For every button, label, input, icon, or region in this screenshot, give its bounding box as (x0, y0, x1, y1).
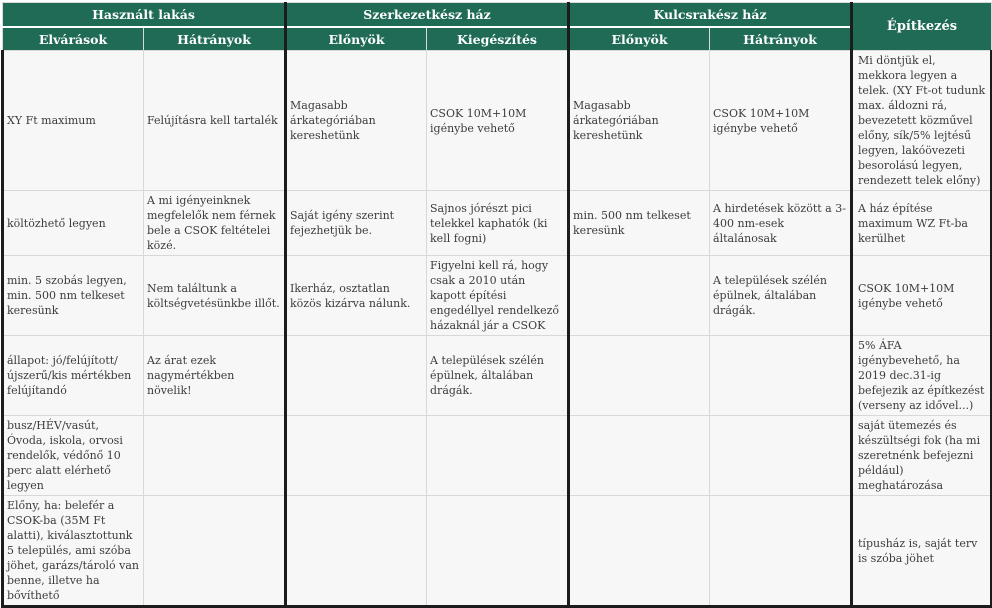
header-hatranyok-1: Hátrányok (144, 27, 286, 51)
header-hasznalt-lakas: Használt lakás (3, 3, 286, 28)
table-row (3, 496, 992, 607)
header-elonyok-1: Előnyök (286, 27, 427, 51)
header-szerkezetkesz-haz: Szerkezetkész ház (286, 3, 569, 28)
table-cell: A települések szélén épülnek, általában drágák. (710, 256, 852, 336)
table-cell: busz/HÉV/vasút, Óvoda, iskola, orvosi rendelők, védőnő 10 perc alatt elérhető legyen (3, 416, 144, 496)
table-row (3, 51, 992, 191)
table-cell (710, 496, 852, 607)
table-cell (427, 416, 569, 496)
table-cell (144, 416, 286, 496)
table-cell (569, 416, 710, 496)
table-cell (286, 336, 427, 416)
header-group-row (3, 3, 992, 28)
table-cell: költözhető legyen (3, 191, 144, 256)
header-epitkezes: Építkezés (852, 3, 992, 51)
table-cell (569, 496, 710, 607)
table-cell: Felújításra kell tartalék (144, 51, 286, 191)
table-cell (427, 496, 569, 607)
table-cell: min. 500 nm telkeset keresünk (569, 191, 710, 256)
table-cell: CSOK 10M+10M igénybe vehető (852, 256, 992, 336)
table-cell: Nem találtunk a költségvetésünkbe illőt. (144, 256, 286, 336)
header-elonyok-2: Előnyök (569, 27, 710, 51)
table-cell (569, 336, 710, 416)
table-cell: Magasabb árkategóriában kereshetünk (286, 51, 427, 191)
table-cell: CSOK 10M+10M igénybe vehető (710, 51, 852, 191)
table-cell: Figyelni kell rá, hogy csak a 2010 után kapott építési engedéllyel rendelkező házaknál jár a CSOK (427, 256, 569, 336)
table-cell: 5% ÁFA igénybevehető, ha 2019 dec.31-ig befejezik az építkezést (verseny az idővel...) (852, 336, 992, 416)
table-cell: Magasabb árkategóriában kereshetünk (569, 51, 710, 191)
table-cell: A települések szélén épülnek, általában drágák. (427, 336, 569, 416)
table-cell: Ikerház, osztatlan közös kizárva nálunk. (286, 256, 427, 336)
header-elvarasok: Elvárások (3, 27, 144, 51)
table-cell: CSOK 10M+10M igénybe vehető (427, 51, 569, 191)
table-cell (286, 496, 427, 607)
comparison-table (1, 2, 992, 608)
table-row (3, 416, 992, 496)
table-cell: A mi igényeinknek megfelelők nem férnek bele a CSOK feltételei közé. (144, 191, 286, 256)
header-hatranyok-2: Hátrányok (710, 27, 852, 51)
table-cell: saját ütemezés és készültségi fok (ha mi szeretnénk befejezni például) meghatározása (852, 416, 992, 496)
table-cell (144, 496, 286, 607)
table-cell (710, 336, 852, 416)
table-cell: A ház építése maximum WZ Ft-ba kerülhet (852, 191, 992, 256)
table-cell: állapot: jó/felújított/újszerű/kis mértékben felújítandó (3, 336, 144, 416)
table-row (3, 256, 992, 336)
table-cell: A hirdetések között a 3-400 nm-esek általánosak (710, 191, 852, 256)
table-cell (286, 416, 427, 496)
table-cell: min. 5 szobás legyen, min. 500 nm telkeset keresünk (3, 256, 144, 336)
table-cell: Sajnos jórészt pici telekkel kaphatók (ki kell fogni) (427, 191, 569, 256)
table-cell: Előny, ha: belefér a CSOK-ba (35M Ft alatti), kiválasztottunk 5 település, ami szóba jöhet, garázs/tároló van benne, illetve ha bővíthető (3, 496, 144, 607)
table-row (3, 336, 992, 416)
table-cell: Saját igény szerint fejezhetjük be. (286, 191, 427, 256)
header-sub-row (3, 27, 992, 51)
table-cell (710, 416, 852, 496)
header-kiegeszites: Kiegészítés (427, 27, 569, 51)
table-cell (569, 256, 710, 336)
table-cell: XY Ft maximum (3, 51, 144, 191)
table-row (3, 191, 992, 256)
table-cell: típusház is, saját terv is szóba jöhet (852, 496, 992, 607)
table-cell: Az árat ezek nagymértékben növelik! (144, 336, 286, 416)
header-kulcsrakesz-haz: Kulcsrakész ház (569, 3, 852, 28)
table-cell: Mi döntjük el, mekkora legyen a telek. (XY Ft-ot tudunk max. áldozni rá, bevezetett közművel előny, sík/5% lejtésű legyen, lakóövezeti besorolású legyen, rendezett telek előny) (852, 51, 992, 191)
